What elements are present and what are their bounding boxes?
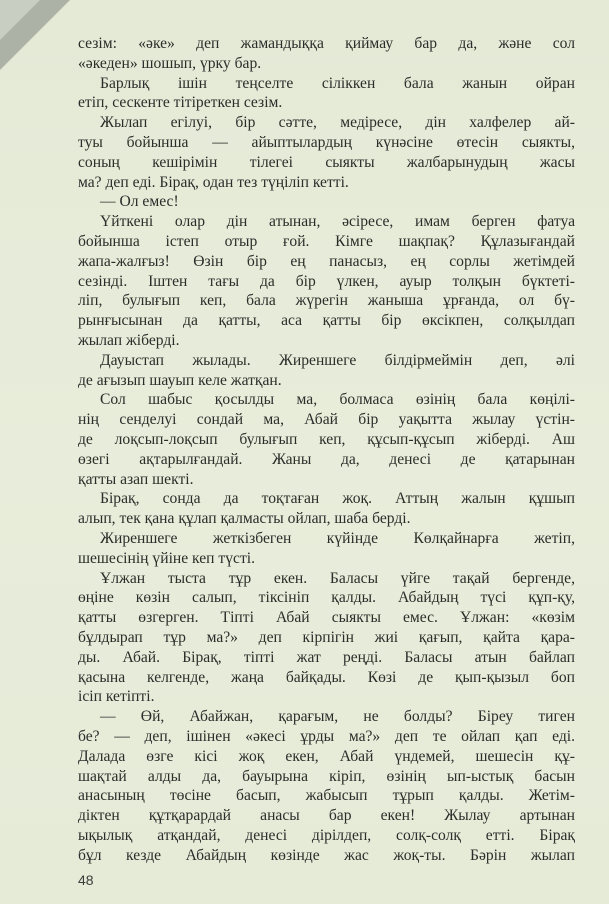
text-line: сезінді. Іштен тағы да бір үлкен, ауыр толқын бүктеті- xyxy=(78,272,575,290)
text-line: соның кешірімін тілегеі сыякты жалбарынудың жасы xyxy=(78,153,575,171)
text-line: рынғысынан да қатты, аса қатты бір өксікпен, солқылдап xyxy=(78,312,575,330)
text-line: діктен құтқарардай анасы бар екен! Жылау артынан xyxy=(78,807,575,825)
text-line: алып, тек қана құлап қалмасты ойлап, шаба берді. xyxy=(78,510,411,528)
text-line: қатты азап шекті. xyxy=(78,470,194,488)
text-line: қатты өзгерген. Тіпті Абай сыякты емес. Ұлжан: «көзім xyxy=(78,609,575,627)
text-line: Барлық ішін теңселте сіліккен бала жанын ойран xyxy=(100,74,575,92)
text-line: бе? — деп, ішінен «әкесі ұрды ма?» деп те ойлап қап еді. xyxy=(78,728,575,745)
text-line: де лоқсып-лоқсып булығып кеп, құсып-құсып жіберді. Аш xyxy=(78,431,575,448)
text-line: Бірақ, сонда да тоқтаған жоқ. Аттың жалын құшып xyxy=(100,490,575,508)
text-line: ды. Абай. Бірақ, тіпті жат реңді. Баласы атын байлап xyxy=(78,648,575,666)
text-line: шақтай алды да, бауырына кіріп, өзінің ып-ыстық басын xyxy=(78,767,575,785)
text-line: бұл кезде Абайдың көзінде жас жоқ-ты. Бәрін жылап xyxy=(78,846,575,864)
text-line: де ағызып шауып келе жатқан. xyxy=(78,371,282,389)
text-line: өзегі ақтарылғандай. Жаны да, денесі де қатарынан xyxy=(78,450,575,468)
text-line: Жылап егілуі, бір сәтте, медіресе, дін халфелер ай- xyxy=(100,114,575,132)
text-line: туы бойынша — айыптылардың күнәсіне өтесін сыякты, xyxy=(78,134,575,151)
text-line: — Өй, Абайжан, қарағым, не болды? Біреу тиген xyxy=(100,708,575,726)
text-line: Дауыстап жылады. Жиреншеге білдірмеймін деп, әлі xyxy=(100,351,575,369)
text-line: анасының төсіне басып, жабысып тұрып қалды. Жетім- xyxy=(78,787,575,805)
text-line: бойынша істеп отыр ғой. Кімге шақпақ? Құлазығандай xyxy=(78,233,575,250)
text-line: шешесінің үйіне кеп түсті. xyxy=(78,549,255,567)
text-line: ліп, булығып кеп, бала жүрегін жаныша ұрғанда, ол бү- xyxy=(78,292,575,310)
text-line: «әкеден» шошып, үрку бар. xyxy=(78,54,262,72)
page-number: 48 xyxy=(78,872,94,888)
text-line: бұлдырап тұр ма?» деп кірпігін жиі қағып, қайта қара- xyxy=(78,629,575,646)
text-line: ықылық атқандай, денесі дірілдеп, солқ-солқ етті. Бірақ xyxy=(78,827,575,844)
text-line: қасына келгенде, жаңа байқады. Көзі де қып-қызыл боп xyxy=(78,668,575,686)
text-line: Үйткені олар дін атынан, әсіресе, имам берген фатуа xyxy=(100,213,575,231)
text-line: жапа-жалғыз! Өзін бір ең панасыз, ең сорлы жетімдей xyxy=(78,252,575,270)
text-line: жылап жіберді. xyxy=(78,332,180,349)
text-line: — Ол емес! xyxy=(100,193,179,211)
text-line: ма? деп еді. Бірақ, одан тез түңіліп кетті. xyxy=(78,173,349,191)
text-line: өңіне көзін салып, тіксініп қалды. Абайдың түсі құп-қу, xyxy=(78,589,575,607)
text-line: Ұлжан тыста тұр екен. Баласы үйге тақай бергенде, xyxy=(100,569,575,587)
text-line: етіп, сескенте тітіреткен сезім. xyxy=(78,94,283,112)
page-corner-fold xyxy=(0,0,40,40)
text-line: сезім: «әке» деп жамандыққа қиймау бар да, және сол xyxy=(78,35,575,52)
text-line: нің сенделуі сондай ма, Абай бір уақытта жылау үстін- xyxy=(78,411,575,429)
text-line: Жиреншеге жеткізбеген күйінде Көлқайнарға жетіп, xyxy=(100,530,575,547)
text-line: Далада өзге кісі жоқ екен, Абай үндемей, шешесін құ- xyxy=(78,747,575,765)
text-line: ісіп кетіпті. xyxy=(78,688,155,706)
text-line: Сол шабыс қосылды ма, болмаса өзінің бала көңілі- xyxy=(100,391,575,409)
